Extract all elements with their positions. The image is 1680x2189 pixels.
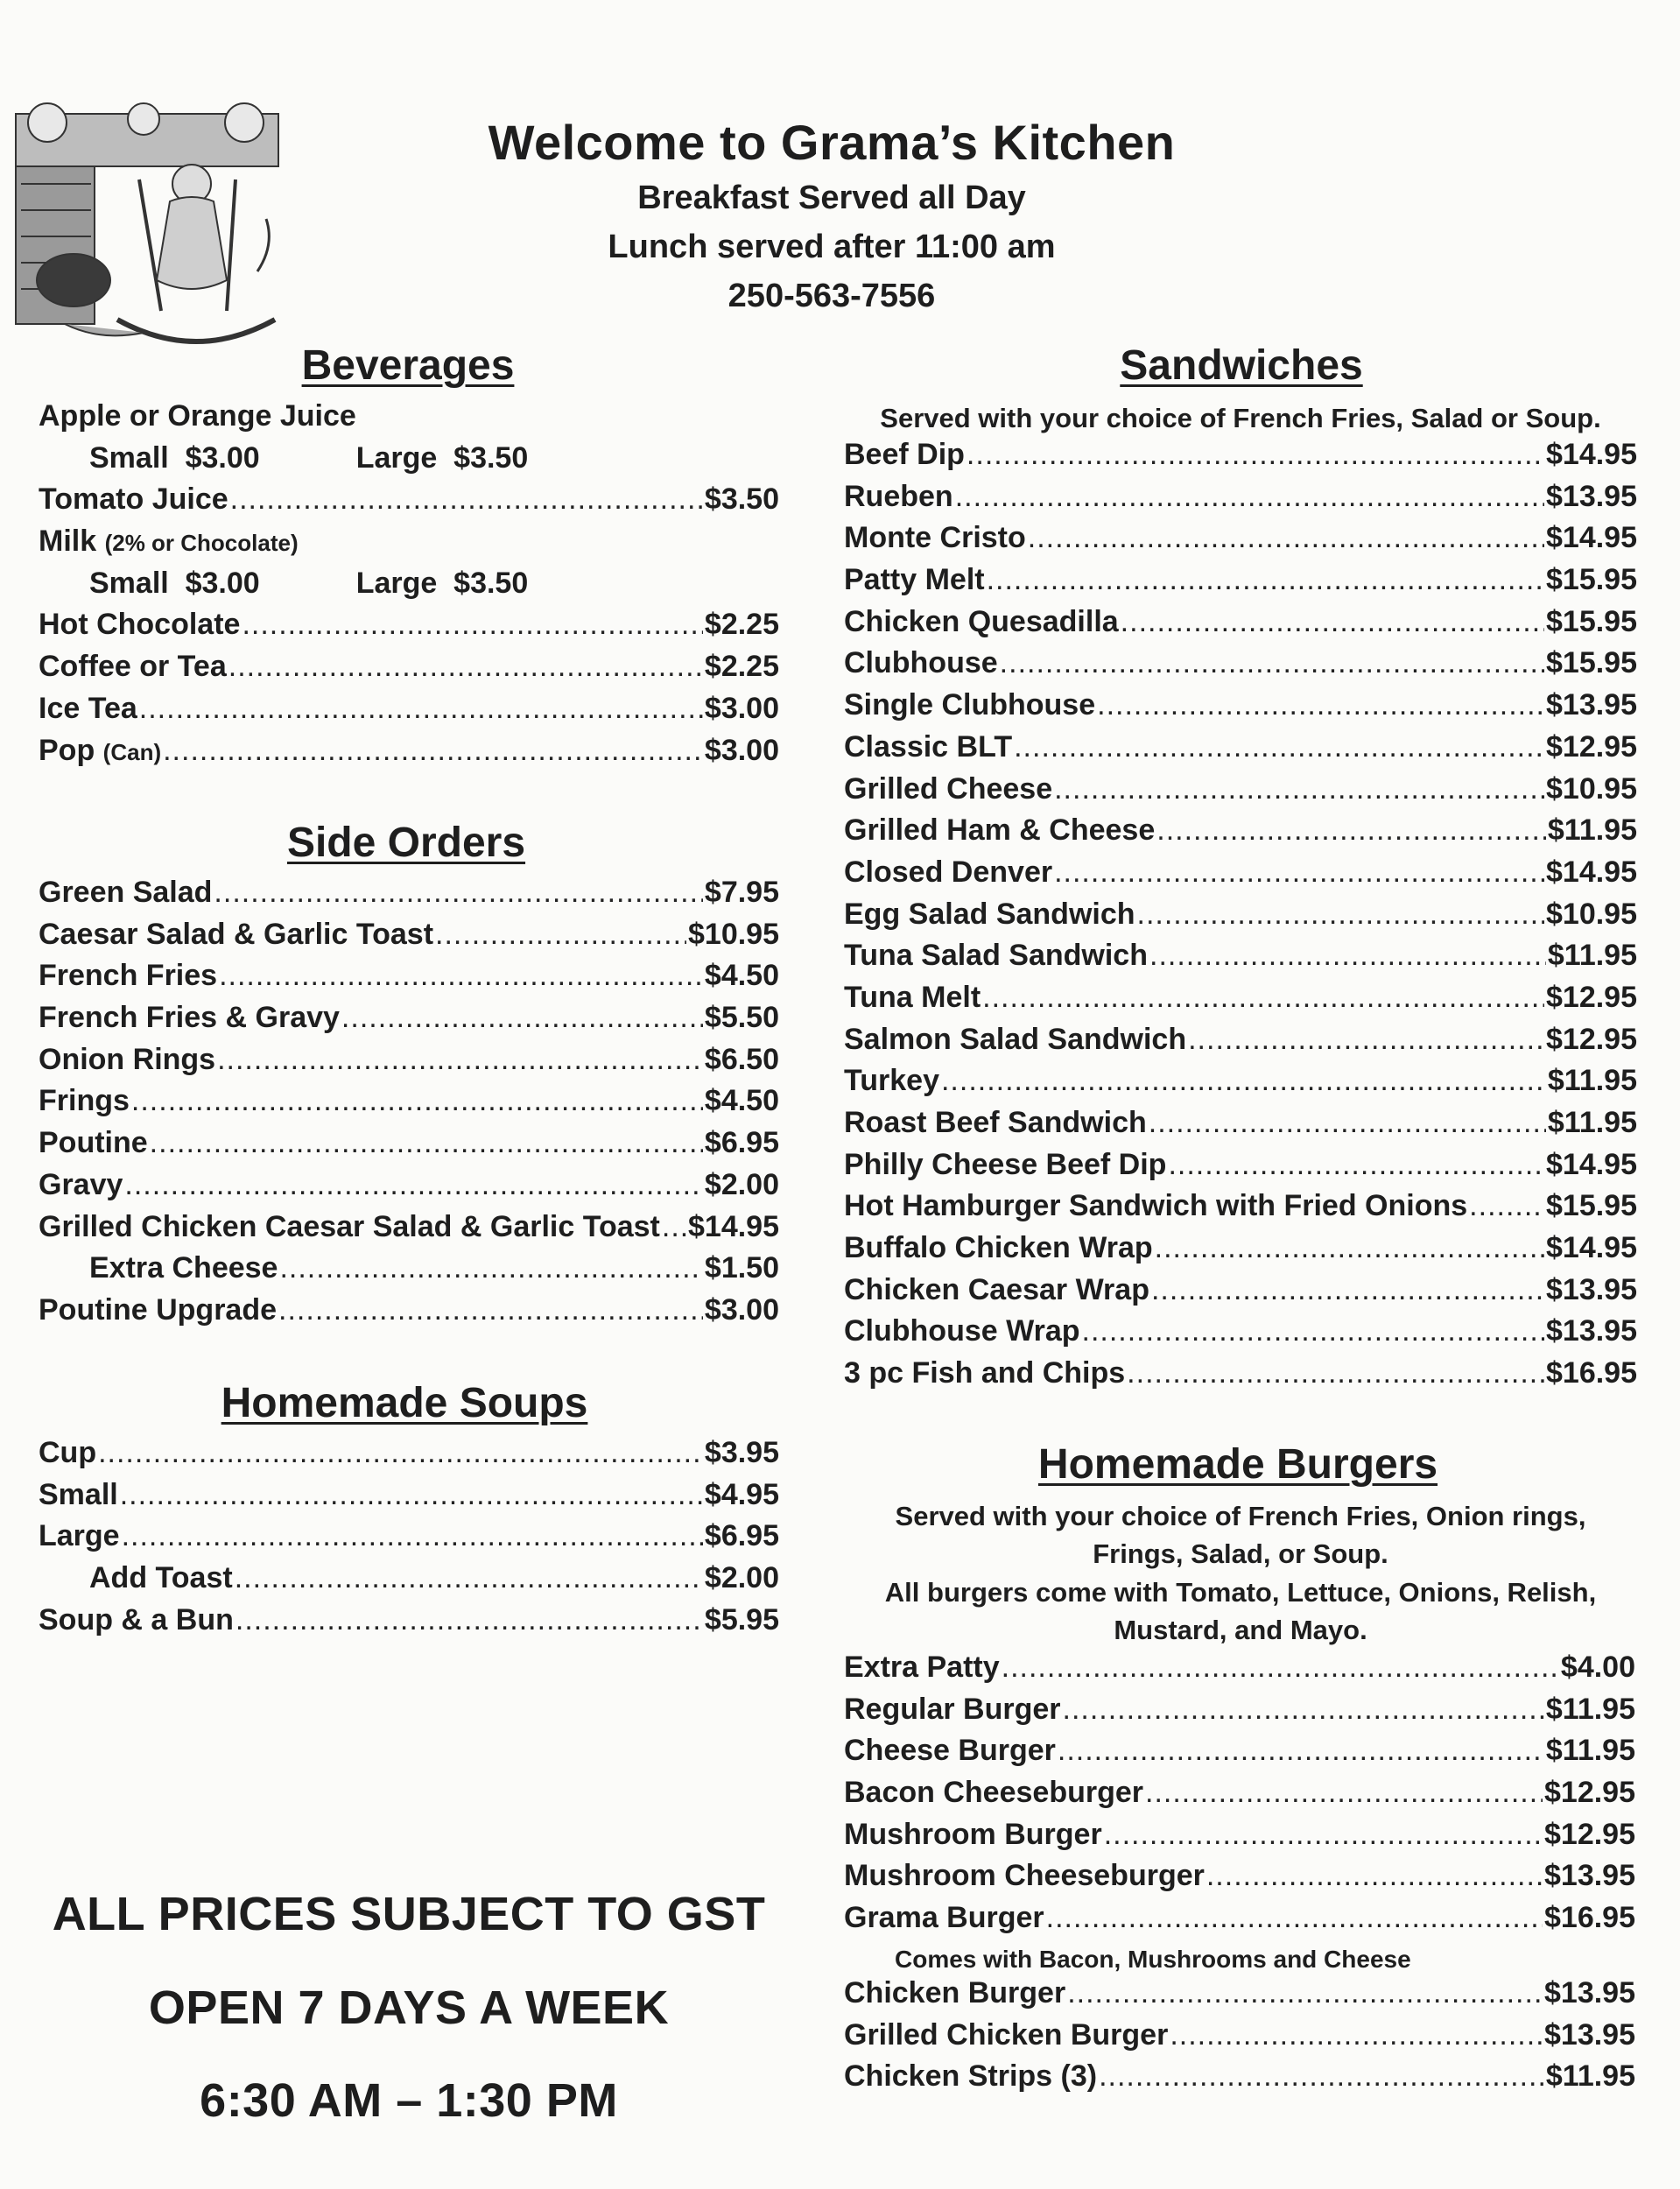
list-item <box>39 1210 779 1252</box>
item-name: French Fries <box>39 959 218 993</box>
item-name: Ice Tea <box>39 691 137 725</box>
item-name: Poutine Upgrade <box>39 1292 278 1327</box>
item-name: Tuna Melt <box>844 980 981 1014</box>
list-item <box>844 1273 1637 1315</box>
item-name: Roast Beef Sandwich <box>844 1106 1147 1139</box>
list-item <box>844 813 1637 855</box>
item-name: Chicken Burger <box>844 1975 1066 2010</box>
list-item <box>39 918 779 960</box>
item-name: Bacon Cheeseburger <box>844 1776 1143 1810</box>
item-name: Small <box>39 1477 118 1511</box>
list-item <box>844 2059 1635 2101</box>
list-item <box>844 897 1637 940</box>
list-item <box>39 692 779 734</box>
item-name: Chicken Strips (3) <box>844 2059 1098 2094</box>
item-price: $6.50 <box>704 1042 779 1076</box>
item-price: $13.95 <box>1544 1975 1635 2010</box>
item-price: $7.95 <box>704 876 779 909</box>
item-name: Monte Cristo <box>844 521 1026 555</box>
item-price: $11.95 <box>1547 1106 1637 1139</box>
list-item <box>844 1189 1637 1231</box>
item-price: $15.95 <box>1546 646 1637 680</box>
sandwiches-title: Sandwiches <box>1120 342 1363 389</box>
item-name: Milk (2% or Chocolate) <box>39 524 299 559</box>
list-item <box>39 650 779 692</box>
list-item <box>844 1064 1637 1106</box>
item-name: Clubhouse <box>844 646 998 680</box>
item-price: $14.95 <box>1546 1147 1637 1181</box>
list-item <box>844 646 1637 688</box>
item-name: Apple or Orange Juice <box>39 399 356 433</box>
item-price: $4.00 <box>1560 1651 1635 1684</box>
list-item <box>39 1561 779 1603</box>
open-days: OPEN 7 DAYS A WEEK <box>148 1981 670 2034</box>
item-name: Large <box>39 1519 120 1553</box>
burgers-note-toppings: All burgers come with Tomato, Lettuce, Onions, Relish, Mustard, and Mayo. <box>884 1577 1597 1645</box>
item-price: $3.50 <box>704 482 779 517</box>
item-name: Gravy <box>39 1167 123 1201</box>
list-item <box>39 1478 779 1520</box>
item-price: $1.50 <box>704 1251 779 1285</box>
list-item <box>39 1519 779 1561</box>
item-price: $11.95 <box>1547 1064 1637 1098</box>
item-name: Cup <box>39 1436 97 1469</box>
breakfast-line: Breakfast Served all Day <box>637 179 1026 216</box>
item-price: $10.95 <box>1546 897 1637 931</box>
item-name: Closed Denver <box>844 855 1053 889</box>
item-name: Egg Salad Sandwich <box>844 897 1135 931</box>
list-item <box>844 480 1637 522</box>
list-item <box>844 981 1637 1023</box>
item-price: $12.95 <box>1544 1776 1635 1810</box>
lunch-line: Lunch served after 11:00 am <box>608 229 1056 265</box>
restaurant-title: Welcome to Grama’s Kitchen <box>488 115 1176 170</box>
list-item <box>39 734 779 776</box>
beverages-list <box>39 399 779 775</box>
item-name: Single Clubhouse <box>844 688 1096 722</box>
item-name: Poutine <box>39 1126 148 1160</box>
list-item <box>39 1126 779 1168</box>
item-name: Rueben <box>844 479 953 513</box>
item-size-large: Large $3.50 <box>355 440 529 475</box>
item-name: Classic BLT <box>844 729 1013 764</box>
item-price: $12.95 <box>1544 1817 1635 1851</box>
item-size-small: Small $3.00 <box>89 440 260 475</box>
item-name: Grama Burger <box>844 1901 1044 1935</box>
item-name: Philly Cheese Beef Dip <box>844 1147 1167 1181</box>
item-size-large: Large $3.50 <box>355 566 529 600</box>
list-item <box>844 1859 1635 1901</box>
item-name: Clubhouse Wrap <box>844 1314 1080 1348</box>
item-name: Beef Dip <box>844 438 965 471</box>
gst-notice: ALL PRICES SUBJECT TO GST <box>52 1888 766 1940</box>
item-price: $14.95 <box>1546 438 1637 471</box>
grama-burger-note: Comes with Bacon, Mushrooms and Cheese <box>895 1945 1411 1973</box>
item-price: $6.95 <box>704 1519 779 1553</box>
list-item <box>844 605 1637 647</box>
item-name: Extra Cheese <box>89 1251 278 1285</box>
list-item <box>844 730 1637 772</box>
item-name: Tomato Juice <box>39 482 228 517</box>
item-name: Turkey <box>844 1064 939 1098</box>
item-name: Frings <box>39 1084 130 1118</box>
item-price: $4.50 <box>704 959 779 993</box>
side-orders-list <box>39 876 779 1335</box>
list-item <box>39 1084 779 1126</box>
list-item <box>844 1901 1635 1943</box>
item-price: $13.95 <box>1546 479 1637 513</box>
phone-number: 250-563-7556 <box>728 278 936 314</box>
item-note: (Can) <box>102 738 162 765</box>
beverages-title: Beverages <box>301 342 515 389</box>
item-note: (2% or Chocolate) <box>104 530 299 557</box>
item-name: Chicken Caesar Wrap <box>844 1272 1149 1306</box>
item-name: French Fries & Gravy <box>39 1001 340 1035</box>
list-item <box>844 1976 1635 2018</box>
list-item <box>844 1356 1637 1398</box>
item-price: $2.25 <box>704 608 779 642</box>
list-item <box>39 1001 779 1043</box>
list-item <box>844 772 1637 814</box>
item-name: Tuna Salad Sandwich <box>844 939 1148 973</box>
list-item <box>844 521 1637 563</box>
list-item <box>39 1251 779 1293</box>
item-name: Grilled Chicken Caesar Salad & Garlic Toast <box>39 1209 660 1243</box>
list-item <box>844 2018 1635 2060</box>
list-item <box>39 1603 779 1645</box>
item-size-small: Small $3.00 <box>89 566 260 600</box>
sandwiches-note: Served with your choice of French Fries, Salad or Soup. <box>880 403 1601 433</box>
sandwiches-list <box>844 438 1637 1398</box>
item-name: Grilled Cheese <box>844 771 1053 806</box>
item-name: Soup & a Bun <box>39 1602 234 1636</box>
list-item <box>844 1148 1637 1190</box>
item-price: $13.95 <box>1544 1859 1635 1893</box>
item-name: Cheese Burger <box>844 1734 1056 1768</box>
item-price: $16.95 <box>1546 1356 1637 1390</box>
item-price: $5.50 <box>704 1001 779 1035</box>
item-name: Grilled Chicken Burger <box>844 2017 1169 2052</box>
item-name: Patty Melt <box>844 563 985 597</box>
list-item <box>39 524 779 567</box>
list-item <box>844 1231 1637 1273</box>
item-name: Regular Burger <box>844 1692 1061 1726</box>
item-price: $6.95 <box>704 1126 779 1160</box>
list-item <box>844 855 1637 897</box>
item-price: $14.95 <box>1546 855 1637 889</box>
item-price: $10.95 <box>1546 771 1637 806</box>
item-price: $5.95 <box>704 1602 779 1636</box>
item-name: Onion Rings <box>39 1042 216 1076</box>
list-item <box>39 1043 779 1085</box>
item-price: $2.00 <box>704 1561 779 1595</box>
list-item <box>844 563 1637 605</box>
list-item <box>844 438 1637 480</box>
item-price: $16.95 <box>1544 1901 1635 1935</box>
item-name: Pop (Can) <box>39 733 162 767</box>
list-item <box>844 1651 1635 1693</box>
soups-title: Homemade Soups <box>221 1380 588 1426</box>
burgers-list <box>844 1651 1635 2101</box>
item-price: $2.25 <box>704 650 779 684</box>
soups-list <box>39 1436 779 1644</box>
list-item <box>39 567 779 609</box>
list-item <box>39 1436 779 1478</box>
item-name: Salmon Salad Sandwich <box>844 1022 1187 1056</box>
list-item <box>844 1818 1635 1860</box>
item-price: $12.95 <box>1546 1022 1637 1056</box>
item-name: Hot Chocolate <box>39 608 241 642</box>
side-orders-title: Side Orders <box>286 820 526 866</box>
item-price: $3.95 <box>704 1436 779 1469</box>
item-price: $3.00 <box>704 733 779 767</box>
list-item <box>39 399 779 441</box>
item-price: $3.00 <box>704 691 779 725</box>
opening-hours: 6:30 AM – 1:30 PM <box>200 2074 618 2127</box>
item-name: Mushroom Burger <box>844 1817 1102 1851</box>
list-item <box>39 959 779 1001</box>
list-item <box>39 876 779 918</box>
item-price: $11.95 <box>1547 813 1637 848</box>
item-price: $12.95 <box>1546 729 1637 764</box>
item-name: Hot Hamburger Sandwich with Fried Onions <box>844 1189 1468 1223</box>
item-price: $15.95 <box>1546 563 1637 597</box>
list-item <box>39 441 779 483</box>
list-item <box>844 1106 1637 1148</box>
left-column <box>39 0 779 2189</box>
item-name: Caesar Salad & Garlic Toast <box>39 917 434 951</box>
item-price: $12.95 <box>1546 980 1637 1014</box>
list-item <box>844 1023 1637 1065</box>
item-price: $13.95 <box>1546 688 1637 722</box>
right-column <box>844 0 1637 2189</box>
item-price: $14.95 <box>688 1209 779 1243</box>
item-name: Coffee or Tea <box>39 650 227 684</box>
item-name: Add Toast <box>89 1561 233 1595</box>
burgers-note-sides: Served with your choice of French Fries, Onion rings, Frings, Salad, or Soup. <box>895 1501 1586 1569</box>
item-name: 3 pc Fish and Chips <box>844 1356 1126 1390</box>
item-price: $15.95 <box>1546 604 1637 638</box>
item-price: $11.95 <box>1547 939 1637 973</box>
item-price: $2.00 <box>704 1167 779 1201</box>
item-price: $13.95 <box>1544 2017 1635 2052</box>
item-price: $4.95 <box>704 1477 779 1511</box>
list-item <box>39 608 779 650</box>
item-price: $15.95 <box>1546 1189 1637 1223</box>
item-name: Green Salad <box>39 876 213 909</box>
item-price: $13.95 <box>1546 1314 1637 1348</box>
item-name: Chicken Quesadilla <box>844 604 1119 638</box>
item-price: $11.95 <box>1545 1734 1635 1768</box>
item-price: $10.95 <box>688 917 779 951</box>
list-item <box>844 1314 1637 1356</box>
item-price: $13.95 <box>1546 1272 1637 1306</box>
item-price: $14.95 <box>1546 1231 1637 1265</box>
item-price: $11.95 <box>1545 1692 1635 1726</box>
list-item <box>844 1693 1635 1735</box>
list-item <box>844 939 1637 981</box>
burgers-title: Homemade Burgers <box>1037 1441 1438 1488</box>
item-price: $11.95 <box>1545 2059 1635 2094</box>
list-item <box>39 1168 779 1210</box>
item-price: $14.95 <box>1546 521 1637 555</box>
list-item <box>844 1734 1635 1776</box>
list-item <box>844 1776 1635 1818</box>
item-price: $3.00 <box>704 1292 779 1327</box>
item-name: Buffalo Chicken Wrap <box>844 1231 1153 1265</box>
list-item <box>844 688 1637 730</box>
list-item <box>39 482 779 524</box>
item-name: Grilled Ham & Cheese <box>844 813 1156 848</box>
item-name: Extra Patty <box>844 1651 1000 1684</box>
item-name: Mushroom Cheeseburger <box>844 1859 1205 1893</box>
item-price: $4.50 <box>704 1084 779 1118</box>
list-item <box>39 1293 779 1335</box>
